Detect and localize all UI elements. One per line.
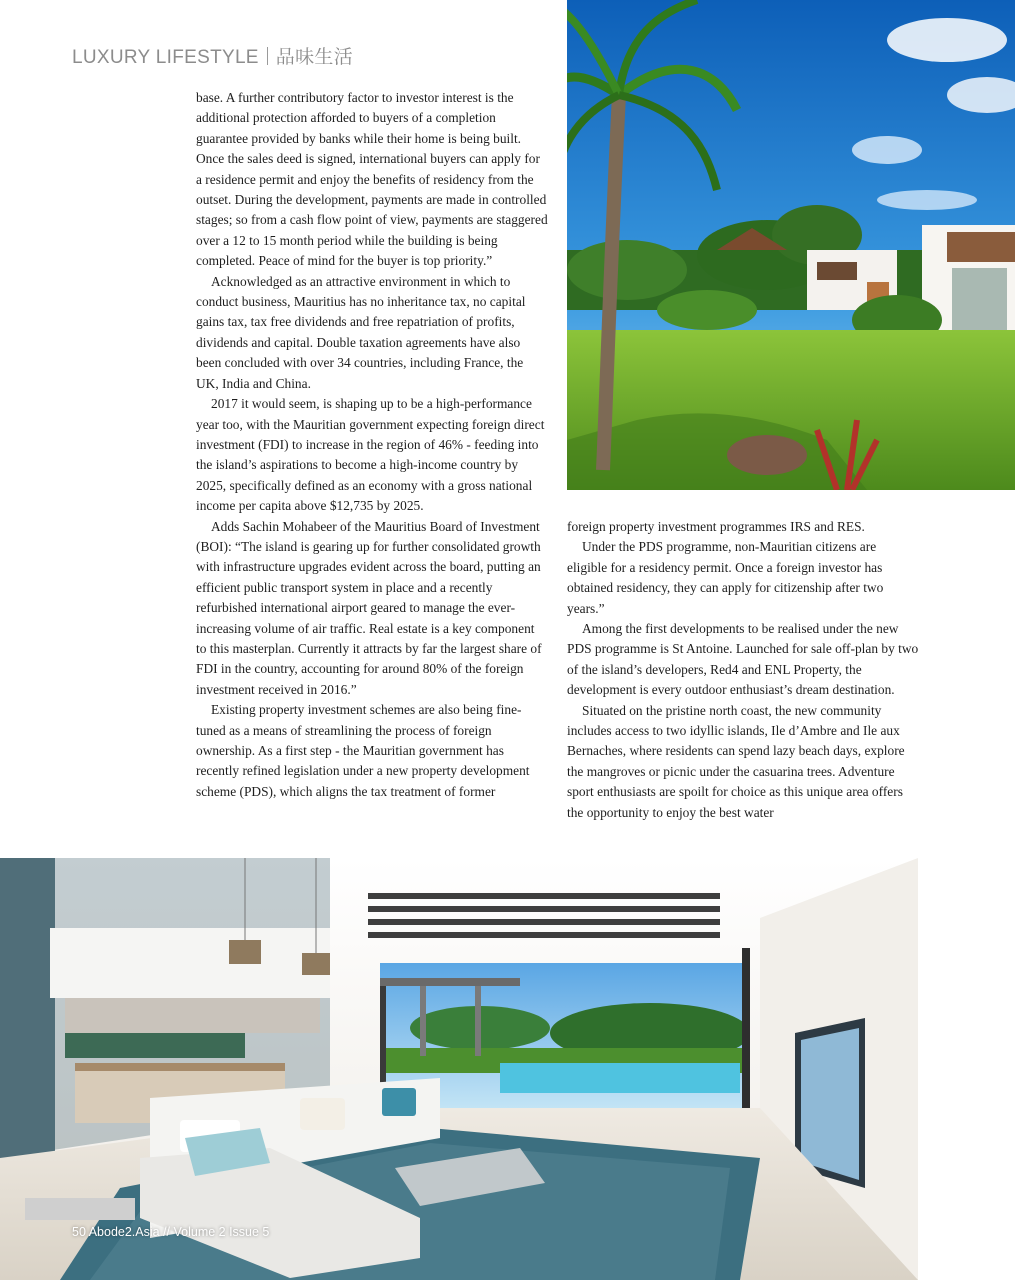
paragraph: base. A further contributory factor to investor interest is the additional protection afforded to buyers of a completion guarantee provided by banks while their home is being built. Once the sales deed is signed, international buyers can apply for a residence permit and enjoy the benefits of residency from the outset. During the development, payments are made in controlled stages; so from a cash flow point of view, payments are staggered over a 12 to 15 month period while the building is being completed. Peace of mind for the buyer is top priority.” xyxy=(196,90,548,269)
paragraph: 2017 it would seem, is shaping up to be a high-performance year too, with the Mauritian government expecting foreign direct investment (FDI) to increase in the region of 46% - feeding into the island’s aspirations to become a high-income country by 2025, specifically defined as an economy with a gross national income per capita above $12,735 by 2025. xyxy=(196,396,545,514)
paragraph: Existing property investment schemes are also being fine-tuned as a means of streamlining the process of foreign ownership. As a first step - the Mauritian government has recently refined legislation under a new property development scheme (PDS), which aligns the tax treatment of former xyxy=(196,702,530,799)
paragraph: Under the PDS programme, non-Mauritian citizens are eligible for a residency permit. Once a foreign investor has obtained residency, they can apply for citizenship after two years.” xyxy=(567,539,884,616)
page-number: 50 xyxy=(72,1225,86,1239)
paragraph: Among the first developments to be realised under the new PDS programme is St Antoine. Launched for sale off-plan by two of the island’s developers, Red4 and ENL Property, the development is every outdoor enthusiast’s dream destination. xyxy=(567,621,919,698)
paragraph: Adds Sachin Mohabeer of the Mauritius Board of Investment (BOI): “The island is gearing up for further consolidated growth with infrastructure upgrades evident across the board, putting an efficient public transport system in place and a recently refurbished international airport geared to manage the ever-increasing volume of air traffic. Real estate is a key component to this masterplan. Currently it attracts by far the largest share of FDI in the country, accounting for around 80% of the foreign investment received in 2016.” xyxy=(196,518,542,697)
page-footer xyxy=(72,1225,269,1239)
villa-garden-photo xyxy=(567,0,1015,490)
header-divider xyxy=(267,47,268,65)
paragraph: foreign property investment programmes IRS and RES. xyxy=(567,519,865,534)
paragraph: Situated on the pristine north coast, the new community includes access to two idyllic islands, Ile d’Ambre and Ile aux Bernaches, where residents can spend lazy beach days, explore the mangroves or picnic under the casuarina trees. Adventure sport enthusiasts are spoilt for choice as this unique area offers the opportunity to enjoy the best water xyxy=(567,702,905,820)
section-header xyxy=(72,42,353,69)
section-title: LUXURY LIFESTYLE xyxy=(72,47,259,68)
section-title-chinese: 品味生活 xyxy=(275,47,353,68)
right-text-column xyxy=(567,517,919,823)
left-text-column xyxy=(196,88,548,802)
paragraph: Acknowledged as an attractive environment in which to conduct business, Mauritius has no inheritance tax, no capital gains tax, tax free dividends and free repatriation of profits, dividends and capital. Double taxation agreements have also been concluded with over 34 countries, including France, the UK, India and China. xyxy=(196,273,526,391)
publication-name: Abode2.Asia xyxy=(88,1225,160,1239)
issue-info: // Volume 2 Issue 5 xyxy=(163,1225,270,1239)
living-room-photo xyxy=(0,858,918,1280)
